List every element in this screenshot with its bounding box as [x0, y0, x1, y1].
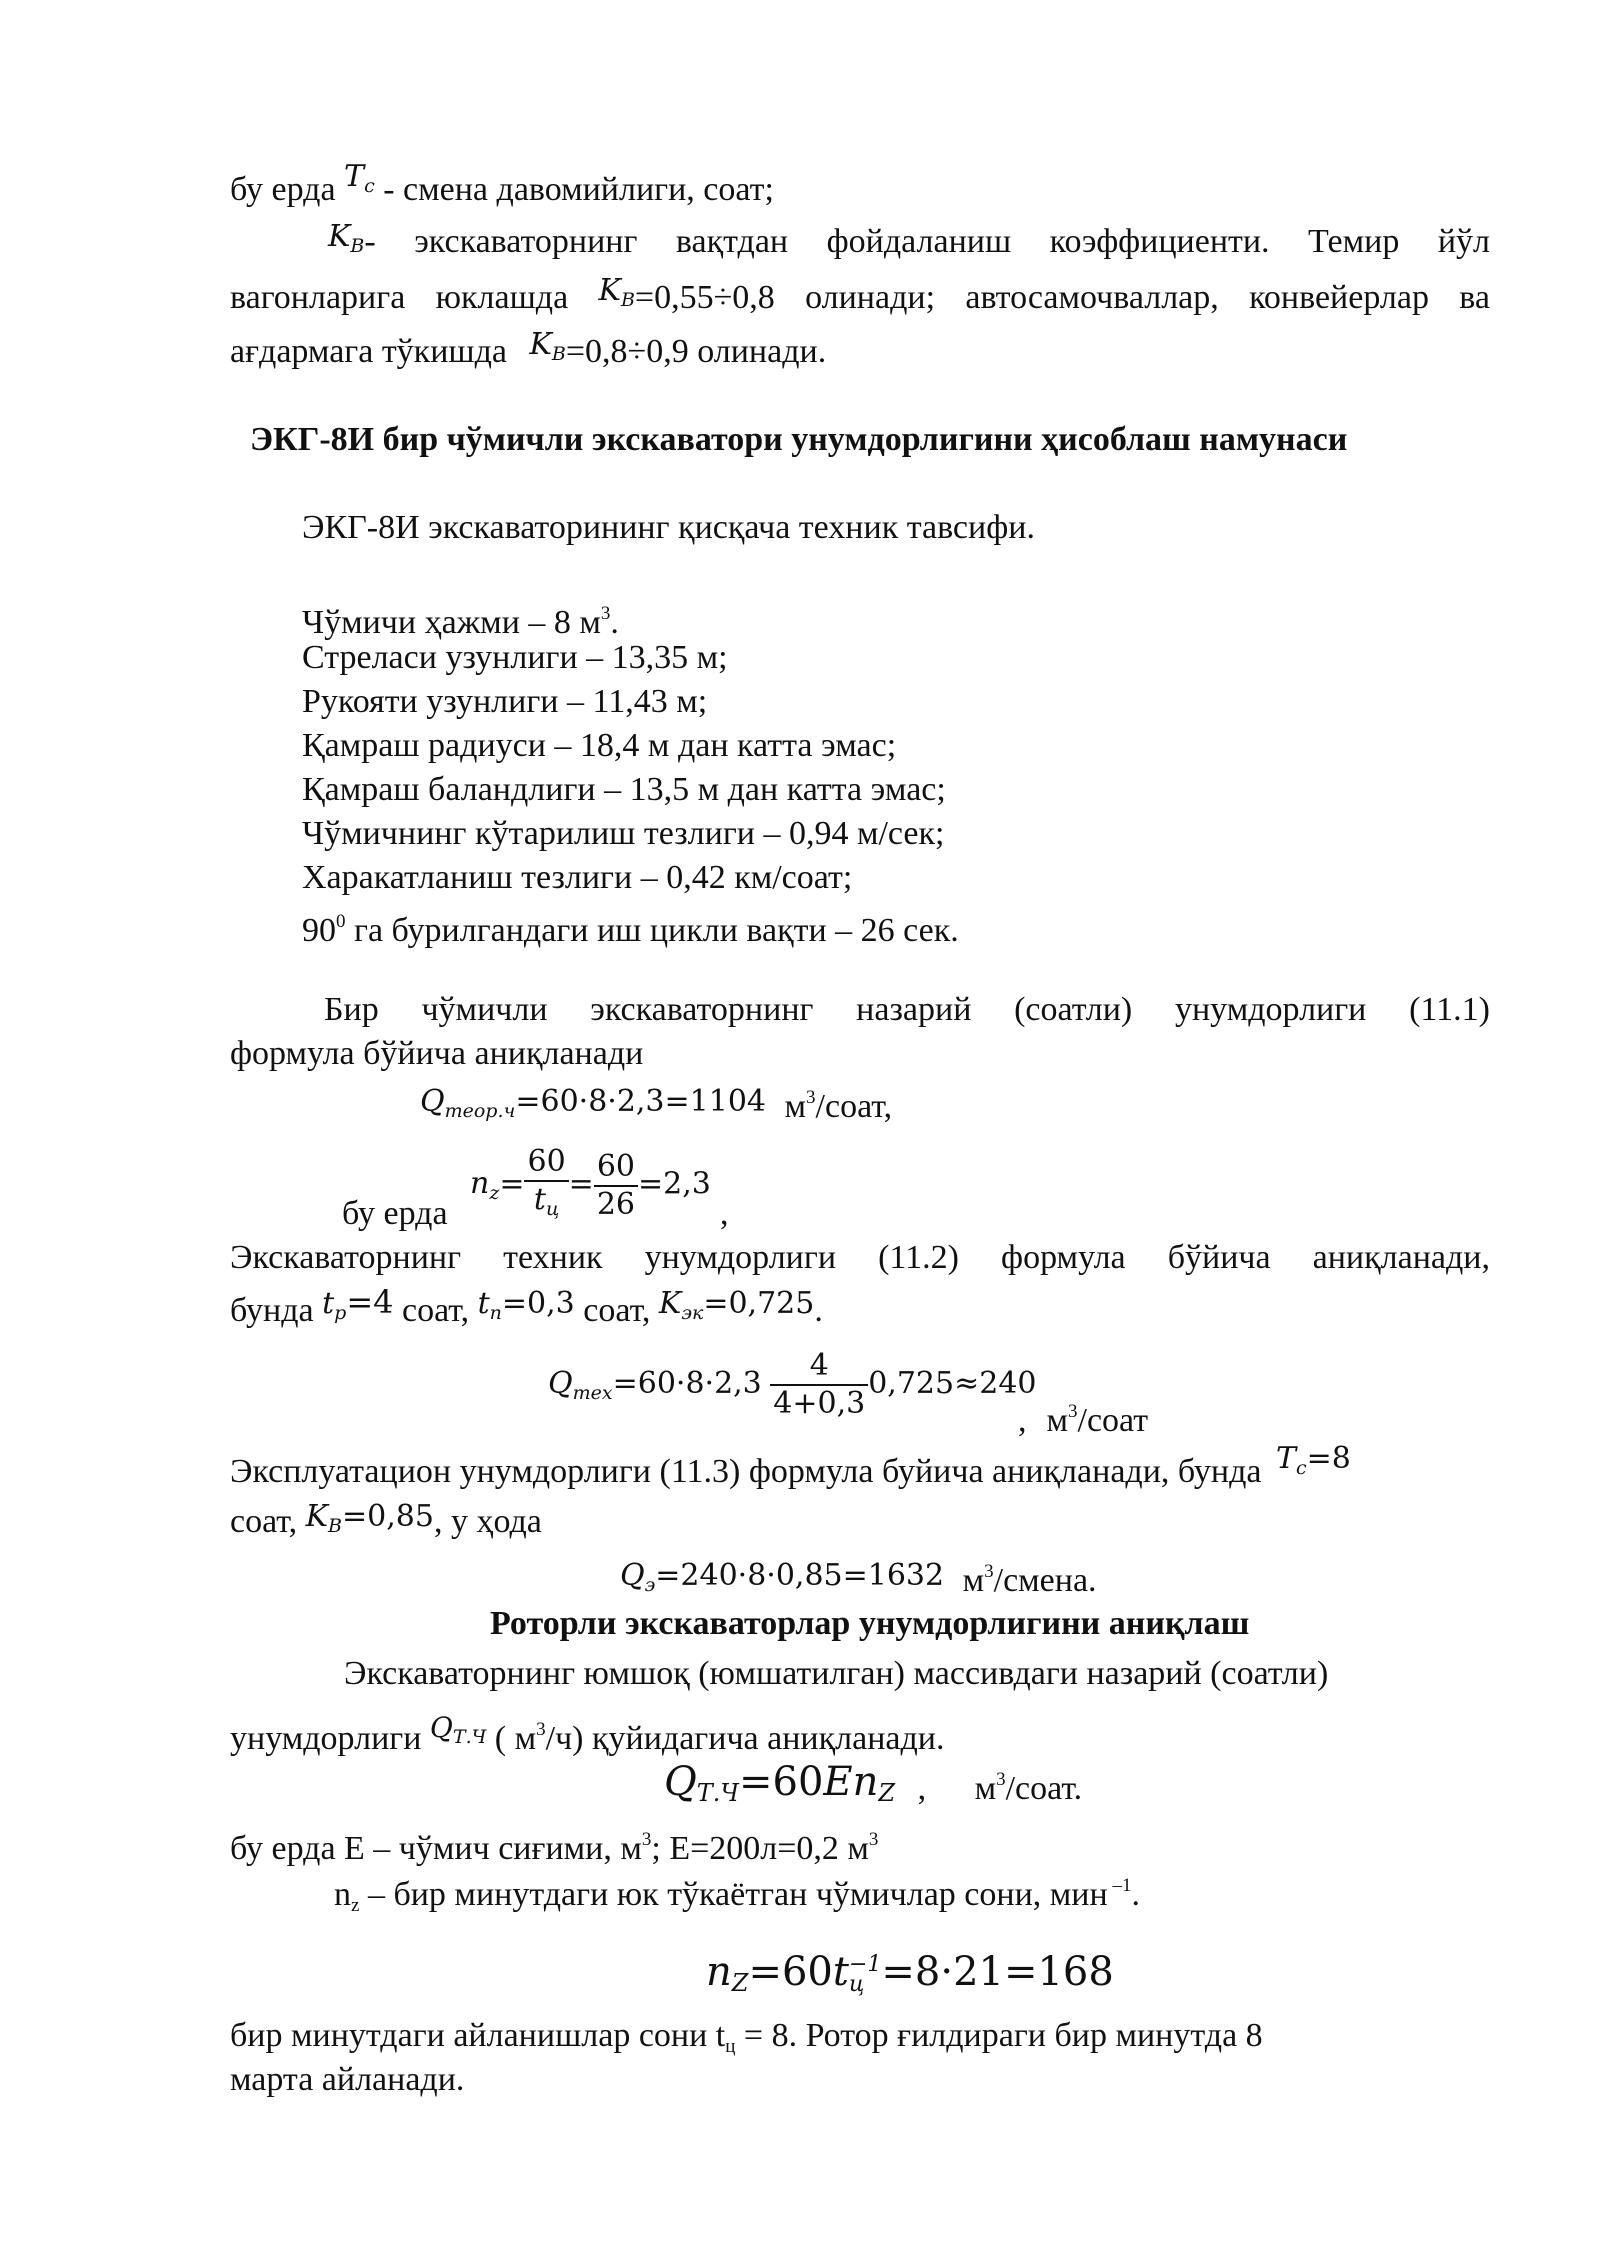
- para-operational-2: соат, $K_B=0,85$, у ҳода: [230, 1499, 542, 1540]
- text: - экскаваторнинг вақтдан фойдаланиш коэффициенти. Темир йўл: [364, 223, 1490, 260]
- para-revolutions-2: марта айланади.: [230, 2061, 465, 2098]
- para-rotor: Экскаваторнинг юмшоқ (юмшатилган) массивдаги назарий (соатли): [344, 1655, 1329, 1692]
- spec-bucket-volume: Чўмичи ҳажми – 8 $м^3$.: [302, 603, 619, 641]
- symbol-tc: $T_c$: [344, 159, 375, 197]
- para-technical-params: бунда $t_p=4$ соат, $t_п=0,3$ соат, $K_{эк}=0,725$.: [230, 1283, 823, 1329]
- text: - смена давомийлиги, соат;: [374, 171, 774, 208]
- para-theoretical: Бир чўмичли экскаваторнинг назарий (соатли) унумдорлиги (11.1): [324, 991, 1490, 1028]
- para-bucket-capacity: бу ерда Е – чўмич сиғими, $м^3$; Е=200л=0,2 $м^3$: [230, 1829, 879, 1867]
- symbol-kb: $K_B$: [328, 219, 365, 257]
- para-rotor-2: унумдорлиги $^{Q_{Т.Ч}}$ ( $м^3/ч$) қуйидагича аниқланади.: [230, 1711, 945, 1757]
- para-technical: Экскаваторнинг техник унумдорлиги (11.2) формула бўйича аниқланади,: [230, 1239, 1490, 1276]
- spec-handle-length: Рукояти узунлиги – 11,43 м;: [302, 683, 708, 720]
- formula-q-exp: $Q_э=240\cdot 8\cdot 0,85=1632$ $м^3$/смена.: [620, 1558, 1097, 1599]
- spec-reach-height: Қамраш баландлиги – 13,5 м дан катта эмас;: [302, 771, 946, 808]
- spec-reach-radius: Қамраш радиуси – 18,4 м дан катта эмас;: [302, 727, 897, 764]
- para-operational: Эксплуатацион унумдорлиги (11.3) формула буйича аниқланади, бунда $T_c=8$: [230, 1441, 1351, 1490]
- para-bucket-count: $n_z$ – бир минутдаги юк тўкаётган чўмичлар сони, мин $^{-1}$.: [334, 1875, 1140, 1916]
- kb-dump-line: ағдармага тўкишда $K_B=0,8\div 0,9$ олинади.: [230, 327, 827, 370]
- document-page: бу ерда $T_c$ - смена давомийлиги, соат; $K_B-$ экскаваторнинг вақтдан фойдаланиш коэффициенти. Темир йўл вагонларига юклашда $K_B=0,55\div 0,8$ олинади; автосамочваллар, конвейерлар ва ағдармага тўкишда $K_B=0,8\div 0,9$ олинади. ЭКГ-8И бир чўмичли экскаватори унумдорлигини ҳисоблаш намунаси ЭКГ-8И экскаваторининг қисқача техник тавсифи. Чўмичи ҳажми – 8 $м^3$. Стреласи узунлиги – 13,35 м; Рукояти узунлиги – 11,43 м; Қамраш радиуси – 18,4 м дан катта эмас; Қамраш баландлиги – 13,5 м дан катта эмас; Чўмичнинг кўтарилиш тезлиги – 0,94 м/сек; Харакатланиш тезлиги – 0,42 км/соат; $90^0$ га бурилгандаги иш цикли вақти – 26 сек. Бир чўмичли экскаваторнинг назарий (соатли) унумдорлиги (11.1) формула бўйича аниқланади $Q_{теор.ч}=60\cdot 8\cdot 2,3=1104$ $м^3$/соат, бу ерда $n_z=$ $\frac{60}{t_ц}$ = $\frac{60}{26}$ =2,3 , Экскаваторнинг техник унумдорлиги (11.2) формула бўйича аниқланади, бунда $t_p=4$ соат, $t_п=0,3$ соат, $K_{эк}=0,725$. $Q_{тех}=60\cdot 8\cdot 2,3$ $\frac{4}{4+0,3}$ 0,725≈240 , $м^3$/соат Эксплуатацион унумдорлиги (11.3) формула буйича аниқланади, бунда $T_c=8$ соат, $K_B=0,85$, у ҳода $Q_э=240\cdot 8\cdot 0,85=1632$ $м^3$/смена. Роторли экскаваторлар унумдорлигини аниқлаш Экскаваторнинг юмшоқ (юмшатилган) массивдаги назарий (соатли) унумдорлиги $^{Q_{Т.Ч}}$ ( $м^3/ч$) қуйидагича аниқланади. $Q_{Т.Ч}=60En_Z$ , $м^3$/соат. бу ерда Е – чўмич сиғими, $м^3$; Е=200л=0,2 $м^3$ $n_z$ – бир минутдаги юк тўкаётган чўмичлар сони, мин $^{-1}$. $n_Z=60t$ −1 ц =8·21=168 бир минутдаги айланишлар сони $t_ц = 8$. Ротор ғилдираги бир минутда 8 марта айланади.: [0, 0, 1600, 2262]
- formula-nz-rotor: $n_Z=60t$ −1 ц =8·21=168: [706, 1949, 1114, 1997]
- definition-kb: [230, 220, 1490, 274]
- kb-railway-line: вагонларига юклашда $K_B=0,55\div 0,8$ олинади; автосамочваллар, конвейерлар ва: [230, 273, 1490, 316]
- section-heading-rotor: Роторли экскаваторлар унумдорлигини аниқлаш: [490, 1605, 1250, 1642]
- spec-lift-speed: Чўмичнинг кўтарилиш тезлиги – 0,94 м/сек;: [302, 815, 945, 852]
- section-heading-ekg: ЭКГ-8И бир чўмичли экскаватори унумдорлигини ҳисоблаш намунаси: [250, 421, 1348, 458]
- formula-q-rotor: $Q_{Т.Ч}=60En_Z$ , $м^3$/соат.: [664, 1759, 1083, 1807]
- definition-tc: [230, 159, 774, 222]
- para-revolutions: бир минутдаги айланишлар сони $t_ц = 8$. Ротор ғилдираги бир минутда 8: [230, 2017, 1263, 2057]
- formula-q-theor: $Q_{теор.ч}=60\cdot 8\cdot 2,3=1104$ $м^3$/соат,: [420, 1084, 893, 1125]
- spec-boom-length: Стреласи узунлиги – 13,35 м;: [302, 639, 728, 676]
- spec-intro: ЭКГ-8И экскаваторининг қисқача техник тавсифи.: [302, 509, 1035, 546]
- spec-cycle-time: $90^0$ га бурилгандаги иш цикли вақти – 26 сек.: [302, 911, 959, 949]
- text: бу ерда: [230, 171, 336, 208]
- spec-travel-speed: Харакатланиш тезлиги – 0,42 км/соат;: [302, 859, 853, 896]
- para-theoretical-2: формула бўйича аниқланади: [230, 1035, 644, 1072]
